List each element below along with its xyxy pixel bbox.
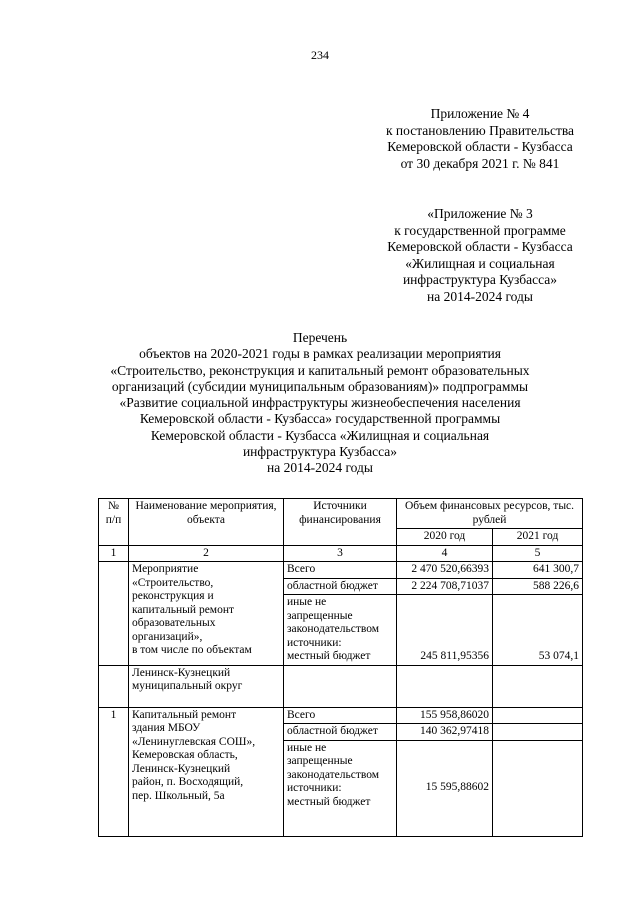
event-local-2021: 53 074,1 — [493, 595, 583, 666]
header-2021: 2021 год — [493, 529, 583, 546]
district-source-cell — [284, 665, 397, 707]
object-name-line: «Ленинуглевская СОШ», — [132, 735, 256, 748]
title-line: на 2014-2024 годы — [267, 460, 373, 476]
source-line: запрещенные — [287, 755, 353, 767]
title-line: объектов на 2020-2021 годы в рамках реализации мероприятия — [139, 346, 501, 362]
appendix-3-block — [370, 206, 590, 305]
column-number: 4 — [397, 545, 493, 562]
appendix-3-line: Кемеровской области - Кузбасса — [387, 239, 573, 254]
document-title — [80, 330, 560, 477]
event-regional-2021: 588 226,6 — [493, 578, 583, 595]
source-line: источники: — [287, 636, 342, 649]
source-line: местный бюджет — [287, 650, 371, 662]
header-funding: Объем финансовых ресурсов, тыс. рублей — [397, 499, 583, 529]
district-2020-cell — [397, 665, 493, 707]
event-name-line: в том числе по объектам — [132, 644, 252, 656]
object-local-2020: 15 595,88602 — [397, 740, 493, 836]
object-name-line: Капитальный ремонт — [132, 708, 237, 721]
header-name: Наименование мероприятия, объекта — [129, 499, 284, 546]
funding-table — [98, 498, 583, 837]
event-source-regional: областной бюджет — [284, 578, 397, 595]
appendix-3-line: «Жилищная и социальная — [405, 255, 555, 271]
object-local-2021 — [493, 740, 583, 836]
title-line: Перечень — [292, 330, 348, 345]
district-name-cell — [129, 665, 284, 707]
source-line: законодательством — [287, 768, 380, 781]
title-line: инфраструктура Кузбасса» — [242, 444, 398, 460]
district-row — [99, 665, 583, 707]
district-2021-cell — [493, 665, 583, 707]
object-total-2020: 155 958,86020 — [397, 707, 493, 724]
page-number: 234 — [311, 48, 329, 62]
event-name-line: «Строительство, — [132, 576, 214, 589]
object-total-row — [99, 707, 583, 724]
event-source-other — [284, 595, 397, 666]
event-source-total: Всего — [284, 562, 397, 579]
column-number: 5 — [493, 545, 583, 562]
source-line: иные не — [287, 596, 327, 608]
event-regional-2020: 2 224 708,71037 — [397, 578, 493, 595]
title-line: организаций (субсидии муниципальным образованиям)» подпрограммы — [111, 378, 529, 394]
source-line: источники: — [287, 782, 342, 794]
appendix-3-line: на 2014-2024 годы — [427, 288, 533, 304]
title-line: Кемеровской области - Кузбасса» государственной программы — [139, 411, 501, 427]
title-line: «Строительство, реконструкция и капитальный ремонт образовательных — [110, 362, 530, 378]
district-name-line: муниципальный округ — [132, 680, 243, 692]
appendix-4-line: Приложение № 4 — [430, 106, 530, 121]
source-line: местный бюджет — [287, 795, 371, 808]
appendix-4-line: к постановлению Правительства — [385, 122, 575, 138]
object-name-line: Кемеровская область, — [132, 749, 238, 761]
appendix-4-block — [370, 106, 590, 172]
appendix-3-line: инфраструктура Кузбасса» — [402, 272, 558, 287]
object-regional-2020: 140 362,97418 — [397, 724, 493, 741]
object-total-2021 — [493, 707, 583, 724]
header-num: № п/п — [99, 499, 129, 546]
object-name-line: пер. Школьный, 5а — [132, 789, 225, 802]
source-line: иные не — [287, 741, 327, 754]
object-source-regional: областной бюджет — [284, 724, 397, 741]
object-name-line: Ленинск-Кузнецкий — [132, 762, 231, 775]
event-total-2020: 2 470 520,66393 — [397, 562, 493, 579]
appendix-3-line: «Приложение № 3 — [427, 206, 533, 221]
object-name-line: район, п. Восходящий, — [132, 776, 244, 788]
object-regional-2021 — [493, 724, 583, 741]
event-total-row — [99, 562, 583, 579]
header-2020: 2020 год — [397, 529, 493, 546]
object-source-total: Всего — [284, 707, 397, 724]
column-number: 3 — [284, 545, 397, 562]
header-row — [99, 499, 583, 529]
object-name-cell — [129, 707, 284, 836]
column-number: 1 — [99, 545, 129, 562]
event-local-2020: 245 811,95356 — [397, 595, 493, 666]
source-line: запрещенные — [287, 609, 353, 622]
source-line: законодательством — [287, 623, 380, 635]
event-name-line: организаций», — [132, 630, 203, 643]
event-num-cell — [99, 562, 129, 666]
column-number-row — [99, 545, 583, 562]
header-source: Источники финансирования — [284, 499, 397, 546]
appendix-4-line: Кемеровской области - Кузбасса — [387, 139, 573, 154]
event-name-line: Мероприятие — [132, 563, 199, 575]
object-source-other — [284, 740, 397, 836]
object-num: 1 — [99, 707, 129, 836]
district-name-line: Ленинск-Кузнецкий — [132, 666, 231, 679]
column-number: 2 — [129, 545, 284, 562]
title-line: «Развитие социальной инфраструктуры жизнеобеспечения населения — [119, 395, 521, 411]
event-name-cell — [129, 562, 284, 666]
object-name-line: здания МБОУ — [132, 722, 201, 734]
appendix-3-line: к государственной программе — [394, 222, 566, 238]
event-total-2021: 641 300,7 — [493, 562, 583, 579]
event-name-line: реконструкция и — [132, 590, 214, 602]
event-name-line: капитальный ремонт — [132, 603, 235, 616]
event-name-line: образовательных — [132, 617, 216, 629]
district-num-cell — [99, 665, 129, 707]
appendix-4-line: от 30 декабря 2021 г. № 841 — [400, 155, 560, 171]
title-line: Кемеровской области - Кузбасса «Жилищная и социальная — [150, 427, 490, 443]
